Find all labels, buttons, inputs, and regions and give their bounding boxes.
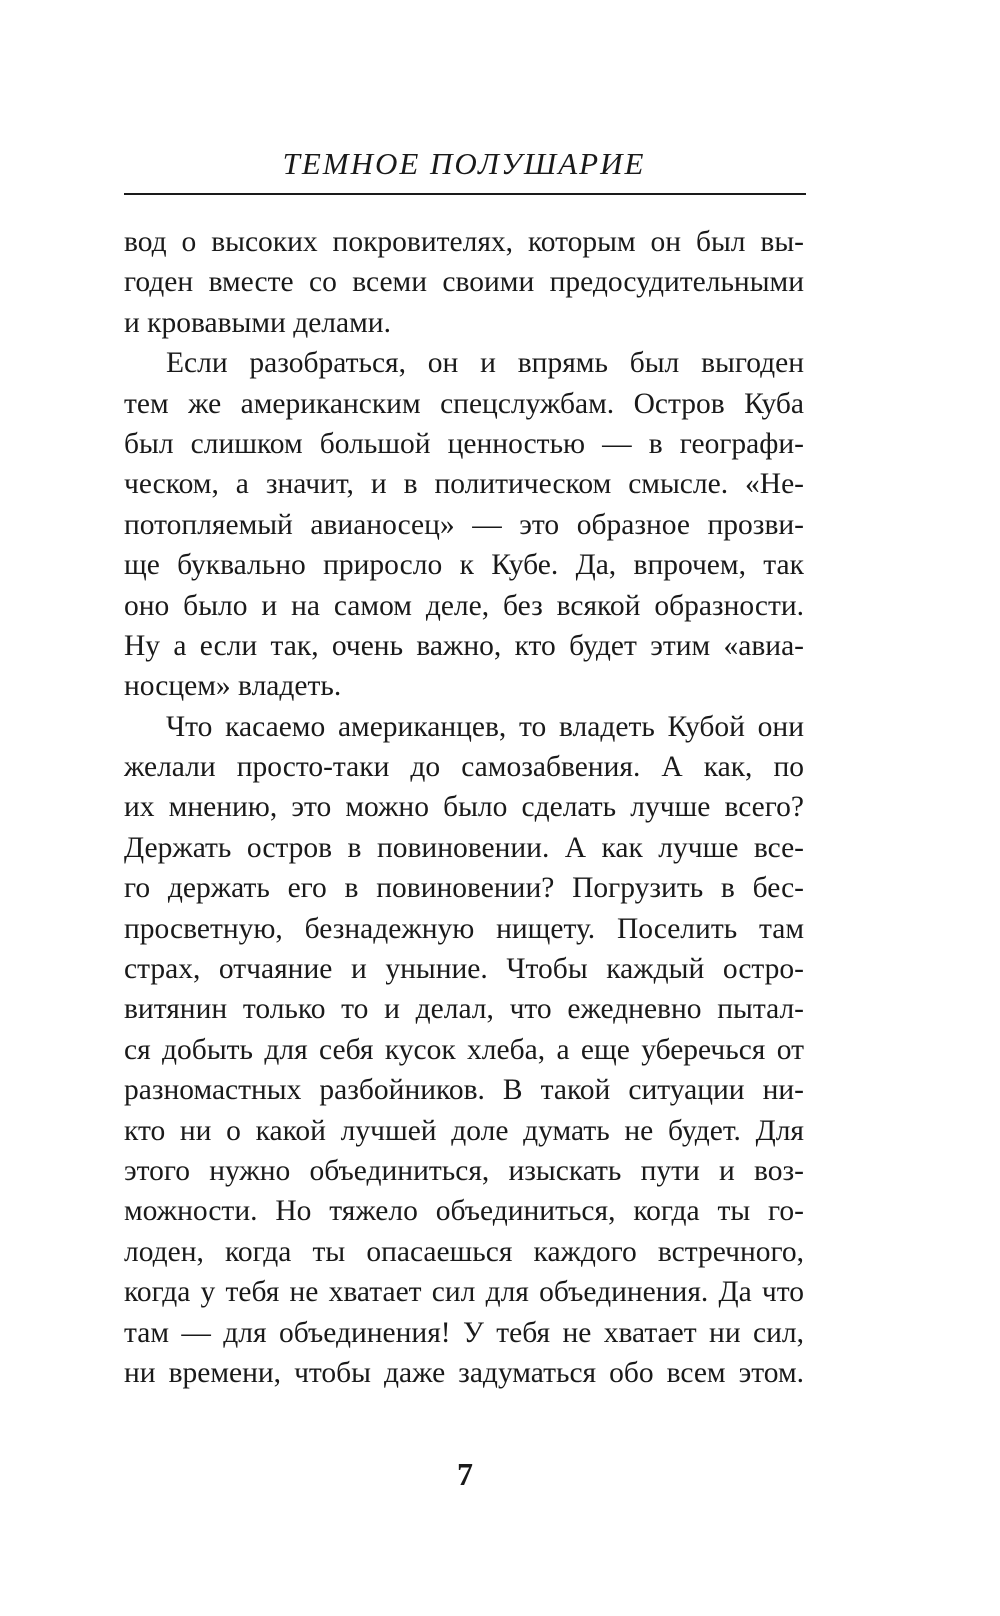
text-line: лоден, когда ты опасаешься каждого встречного, [124,1235,804,1268]
text-line: там — для объединения! У тебя не хватает ни сил, [124,1316,804,1349]
text-line: Держать остров в повиновении. А как лучше все- [124,831,804,864]
header-divider [124,193,806,195]
text-line: когда у тебя не хватает сил для объединения. Да что [124,1276,804,1309]
running-head-title: ТЕМНОЕ ПОЛУШАРИЕ [282,146,646,181]
text-line: вод о высоких покровителях, которым он был вы- [124,226,804,258]
text-line: ни времени, чтобы даже задуматься обо всем этом. [124,1356,804,1389]
text-line: потопляемый авианосец» — это образное прозви- [124,508,804,541]
text-line: просветную, безнадежную нищету. Поселить там [124,912,804,945]
text-line: оно было и на самом деле, без всякой образности. [124,589,804,622]
text-line: Что касаемо американцев, то владеть Кубой они [166,710,804,743]
page-number: 7 [457,1456,473,1492]
text-line: годен вместе со всеми своими предосудительными [124,266,804,299]
text-line: этого нужно объединиться, изыскать пути и воз- [124,1154,804,1187]
text-line: кто ни о какой лучшей доле думать не будет. Для [124,1114,804,1147]
text-line: разномастных разбойников. В такой ситуации ни- [124,1074,804,1107]
text-line: их мнению, это можно было сделать лучше всего? [124,791,804,824]
text-line: страх, отчаяние и уныние. Чтобы каждый остро- [124,953,804,986]
text-line: ще буквально приросло к Кубе. Да, впрочем, так [124,549,804,582]
text-line: был слишком большой ценностью — в географи- [124,427,804,460]
text-line: желали просто-таки до самозабвения. А как, по [124,751,804,784]
text-line: и кровавыми делами. [124,306,391,339]
text-line: Если разобраться, он и впрямь был выгоден [166,347,804,380]
text-line: ческом, а значит, и в политическом смысле. «Не- [124,468,804,501]
text-line: го держать его в повиновении? Погрузить в бес- [124,872,804,905]
text-line: витянин только то и делал, что ежедневно пытал- [124,993,804,1026]
text-line: можности. Но тяжело объединиться, когда ты го- [124,1195,804,1228]
text-line: носцем» владеть. [124,670,342,703]
text-line: ся добыть для себя кусок хлеба, а еще уберечься от [124,1033,804,1066]
body-text [124,222,804,1393]
text-line: Ну а если так, очень важно, кто будет этим «авиа- [124,629,804,662]
text-line: тем же американским спецслужбам. Остров Куба [124,387,804,420]
